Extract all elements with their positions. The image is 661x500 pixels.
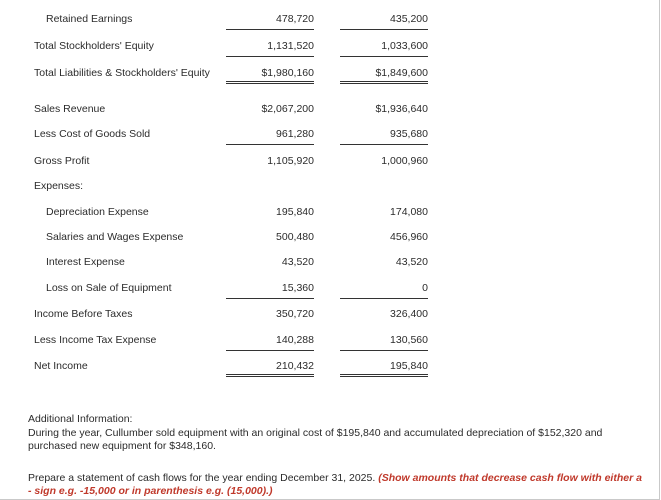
value-2025: 210,432 bbox=[226, 357, 314, 377]
value-2025: $2,067,200 bbox=[261, 103, 314, 115]
table-row bbox=[0, 10, 661, 30]
table-row bbox=[0, 253, 661, 273]
value-2025: 350,720 bbox=[276, 308, 314, 320]
value-2025: 140,288 bbox=[226, 331, 314, 351]
section-heading: Expenses: bbox=[34, 180, 84, 192]
value-2024: $1,849,600 bbox=[340, 64, 428, 84]
row-label: Gross Profit bbox=[34, 155, 90, 167]
value-2025: 961,280 bbox=[226, 125, 314, 145]
value-2024: 935,680 bbox=[340, 125, 428, 145]
table-row bbox=[0, 357, 661, 377]
value-2025: 478,720 bbox=[226, 10, 314, 30]
value-2024: 326,400 bbox=[390, 308, 428, 320]
table-row bbox=[0, 177, 661, 197]
value-2025: 15,360 bbox=[226, 279, 314, 299]
table-row bbox=[0, 37, 661, 57]
additional-info-heading: Additional Information: bbox=[28, 413, 133, 425]
value-2024: 130,560 bbox=[340, 331, 428, 351]
value-2024: 174,080 bbox=[390, 206, 428, 218]
table-row bbox=[0, 279, 661, 299]
table-row bbox=[0, 64, 661, 84]
value-2024: 195,840 bbox=[340, 357, 428, 377]
value-2025: $1,980,160 bbox=[226, 64, 314, 84]
value-2024: $1,936,640 bbox=[375, 103, 428, 115]
row-label: Total Stockholders' Equity bbox=[34, 40, 154, 52]
value-2025: 43,520 bbox=[281, 256, 314, 268]
value-2025: 500,480 bbox=[276, 231, 314, 243]
row-label: Less Income Tax Expense bbox=[34, 334, 157, 346]
value-2024: 1,033,600 bbox=[340, 37, 428, 57]
table-row bbox=[0, 125, 661, 145]
table-row bbox=[0, 305, 661, 325]
table-row bbox=[0, 331, 661, 351]
value-2024: 1,000,960 bbox=[381, 155, 428, 167]
row-label: Retained Earnings bbox=[46, 13, 133, 25]
instructions bbox=[28, 472, 648, 498]
value-2024: 435,200 bbox=[340, 10, 428, 30]
instructions-text: Prepare a statement of cash flows for the year ending December 31, 2025. bbox=[28, 472, 379, 484]
row-label: Interest Expense bbox=[46, 256, 125, 268]
value-2025: 195,840 bbox=[276, 206, 314, 218]
row-label: Less Cost of Goods Sold bbox=[34, 128, 151, 140]
table-row bbox=[0, 228, 661, 248]
table-row bbox=[0, 100, 661, 120]
row-label: Total Liabilities & Stockholders' Equity bbox=[34, 67, 210, 79]
row-label: Salaries and Wages Expense bbox=[46, 231, 184, 243]
row-label: Loss on Sale of Equipment bbox=[46, 282, 172, 294]
value-2024: 456,960 bbox=[390, 231, 428, 243]
value-2025: 1,105,920 bbox=[267, 155, 314, 167]
value-2024: 0 bbox=[340, 279, 428, 299]
value-2024: 43,520 bbox=[395, 256, 428, 268]
table-row bbox=[0, 203, 661, 223]
sign-convention-note: (Show amounts that decrease cash flow with either a - sign e.g. -15,000 or in parenthesis e.g. (15,000).) bbox=[28, 472, 642, 497]
row-label: Net Income bbox=[34, 360, 88, 372]
row-label: Depreciation Expense bbox=[46, 206, 149, 218]
row-label: Income Before Taxes bbox=[34, 308, 133, 320]
row-label: Sales Revenue bbox=[34, 103, 106, 115]
value-2025: 1,131,520 bbox=[226, 37, 314, 57]
table-row bbox=[0, 152, 661, 172]
additional-info-body: During the year, Cullumber sold equipment with an original cost of $195,840 and accumulated depreciation of $152,320 and purchased new equipment for $348,160. bbox=[28, 427, 603, 452]
